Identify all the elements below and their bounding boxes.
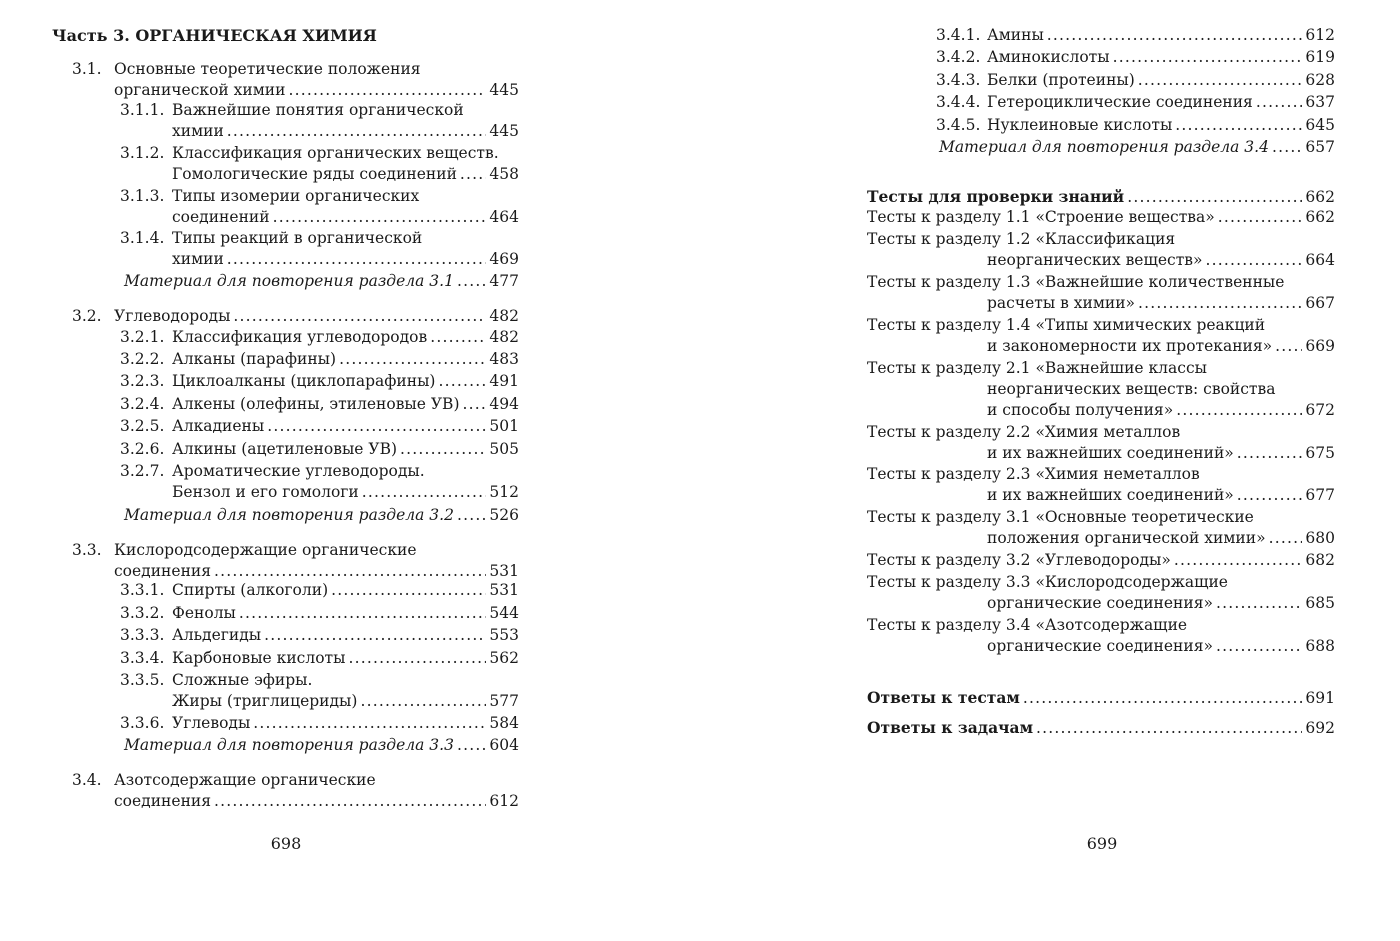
entry-title: Азотсодержащие органические (114, 771, 376, 789)
leader-dots (400, 439, 486, 460)
leader-dots (1216, 636, 1302, 657)
toc-entry-3-3-4[interactable] (120, 648, 519, 669)
folio-right: 699 (1086, 834, 1118, 853)
entry-title: Карбоновые кислоты (172, 649, 346, 667)
entry-title: Классификация углеводородов (172, 328, 428, 346)
entry-number: 3.3.6. (120, 714, 165, 732)
toc-entry-3-1-4[interactable] (120, 228, 519, 270)
toc-entry-3-4-1[interactable] (936, 25, 1335, 46)
entry-number: 3.3.1. (120, 581, 165, 599)
leader-dots (1127, 187, 1302, 208)
page-number: 526 (489, 506, 519, 524)
toc-test-3-2[interactable] (867, 550, 1335, 571)
entry-title: Типы реакций в органической (172, 229, 423, 247)
page-number: 682 (1305, 551, 1335, 569)
entry-title-cont: Гомологические ряды соединений (172, 165, 457, 183)
toc-entry-3-3-2[interactable] (120, 603, 519, 624)
entry-title: Нуклеиновые кислоты (987, 116, 1173, 134)
toc-entry-3-1-1[interactable] (120, 100, 519, 142)
toc-entry-3-3-1[interactable] (120, 580, 519, 601)
entry-title: Белки (протеины) (987, 71, 1135, 89)
entry-title-cont: и их важнейших соединений» (987, 444, 1234, 462)
review-title: Материал для повторения раздела 3.2 (124, 506, 454, 524)
toc-entry-3-2-5[interactable] (120, 416, 519, 437)
entry-title: Сложные эфиры. (172, 671, 313, 689)
entry-title: Гетероциклические соединения (987, 93, 1253, 111)
page-number: 505 (489, 440, 519, 458)
page-number: 677 (1305, 486, 1335, 504)
entry-title: Тесты к разделу 1.4 «Типы химических реакций (867, 316, 1266, 334)
entry-number: 3.2. (72, 307, 102, 325)
leader-dots (430, 327, 486, 348)
toc-test-1-4[interactable] (867, 315, 1335, 357)
leader-dots (214, 791, 486, 812)
entry-number: 3.2.7. (120, 462, 165, 480)
entry-title: Углеводороды (114, 307, 231, 325)
leader-dots (1269, 528, 1303, 549)
page-number: 612 (489, 792, 519, 810)
page-number: 469 (489, 250, 519, 268)
entry-title: Тесты к разделу 3.1 «Основные теоретические (867, 508, 1254, 526)
page-number: 672 (1305, 401, 1335, 419)
leader-dots (1216, 593, 1302, 614)
leader-dots (348, 648, 486, 669)
toc-test-3-4[interactable] (867, 615, 1335, 657)
leader-dots (214, 561, 486, 582)
page-number: 458 (489, 165, 519, 183)
section-heading: Ответы к задачам (867, 718, 1034, 737)
entry-title: Ароматические углеводороды. (172, 462, 425, 480)
leader-dots (339, 349, 486, 370)
page-number: 512 (489, 483, 519, 501)
toc-review-3-2[interactable] (124, 505, 519, 526)
leader-dots (267, 416, 486, 437)
leader-dots (1206, 250, 1303, 271)
entry-number: 3.2.2. (120, 350, 165, 368)
leader-dots (1047, 25, 1303, 46)
leader-dots (1237, 485, 1303, 506)
leader-dots (1176, 400, 1302, 421)
toc-test-1-1[interactable] (867, 207, 1335, 228)
leader-dots (1174, 550, 1303, 571)
part-title: Часть 3. ОРГАНИЧЕСКАЯ ХИМИЯ (52, 26, 377, 45)
leader-dots (1275, 336, 1302, 357)
leader-dots (227, 249, 487, 270)
entry-title: Типы изомерии органических (172, 187, 420, 205)
toc-entry-3-2-2[interactable] (120, 349, 519, 370)
page-number: 685 (1305, 594, 1335, 612)
entry-title: Алканы (парафины) (172, 350, 337, 368)
entry-title: Тесты к разделу 1.2 «Классификация (867, 230, 1176, 248)
entry-title: Важнейшие понятия органической (172, 101, 464, 119)
page-number: 544 (489, 604, 519, 622)
entry-title-cont: соединения (114, 562, 212, 580)
entry-title-cont: неорганических веществ» (987, 251, 1203, 269)
toc-entry-3-3-5[interactable] (120, 670, 519, 712)
entry-title: Спирты (алкоголи) (172, 581, 329, 599)
entry-title-cont: и их важнейших соединений» (987, 486, 1234, 504)
entry-number: 3.4.5. (936, 116, 981, 134)
leader-dots (253, 713, 486, 734)
entry-title-cont: и закономерности их протекания» (987, 337, 1273, 355)
entry-title-cont: химии (172, 250, 224, 268)
toc-entry-3-1[interactable] (72, 59, 519, 101)
page-number: 669 (1305, 337, 1335, 355)
toc-entry-3-3-6[interactable] (120, 713, 519, 734)
toc-entry-3-2-3[interactable] (120, 371, 519, 392)
page-number: 577 (489, 692, 519, 710)
entry-number: 3.3.5. (120, 671, 165, 689)
leader-dots (457, 735, 486, 756)
entry-title: Алкины (ацетиленовые УВ) (172, 440, 398, 458)
leader-dots (264, 625, 486, 646)
entry-number: 3.2.5. (120, 417, 165, 435)
page-number: 584 (489, 714, 519, 732)
folio-left: 698 (270, 834, 302, 853)
leader-dots (457, 505, 486, 526)
toc-tests-heading[interactable] (867, 186, 1335, 207)
review-title: Материал для повторения раздела 3.3 (124, 736, 454, 754)
entry-title: Тесты к разделу 1.3 «Важнейшие количественные (867, 273, 1285, 291)
page-number: 662 (1305, 188, 1335, 206)
page-number: 667 (1305, 294, 1335, 312)
entry-title-cont: и способы получения» (987, 401, 1174, 419)
entry-number: 3.3.3. (120, 626, 165, 644)
page-number: 675 (1305, 444, 1335, 462)
page-number: 688 (1305, 637, 1335, 655)
leader-dots (1138, 70, 1303, 91)
toc-answers-tasks[interactable] (867, 717, 1335, 738)
entry-title: Тесты к разделу 2.1 «Важнейшие классы (867, 359, 1207, 377)
entry-number: 3.4.4. (936, 93, 981, 111)
entry-title: Кислородсодержащие органические (114, 541, 417, 559)
entry-title: Алкадиены (172, 417, 265, 435)
leader-dots (457, 271, 486, 292)
entry-number: 3.4.1. (936, 26, 981, 44)
toc-entry-3-2-1[interactable] (120, 327, 519, 348)
toc-review-3-1[interactable] (124, 271, 519, 292)
leader-dots (233, 306, 486, 327)
entry-number: 3.2.4. (120, 395, 165, 413)
entry-title-cont: неорганических веществ: свойства (987, 380, 1276, 398)
leader-dots (1237, 443, 1303, 464)
leader-dots (1218, 207, 1303, 228)
page-number: 604 (489, 736, 519, 754)
toc-entry-3-2[interactable] (72, 306, 519, 327)
page-number: 664 (1305, 251, 1335, 269)
page-number: 691 (1305, 689, 1335, 707)
leader-dots (1113, 47, 1303, 68)
toc-review-3-3[interactable] (124, 735, 519, 756)
leader-dots (227, 121, 487, 142)
entry-title: Аминокислоты (987, 48, 1110, 66)
toc-entry-3-1-3[interactable] (120, 186, 519, 228)
page-number: 477 (489, 272, 519, 290)
entry-title: Фенолы (172, 604, 236, 622)
page-number: 531 (489, 562, 519, 580)
toc-entry-3-2-4[interactable] (120, 394, 519, 415)
toc-test-2-3[interactable] (867, 464, 1335, 506)
entry-title: Тесты к разделу 3.4 «Азотсодержащие (867, 616, 1188, 634)
toc-test-2-1[interactable] (867, 358, 1335, 421)
entry-title: Алкены (олефины, этиленовые УВ) (172, 395, 460, 413)
page-number: 482 (489, 328, 519, 346)
leader-dots (463, 394, 487, 415)
page-number: 680 (1305, 529, 1335, 547)
page-number: 491 (489, 372, 519, 390)
entry-title-cont: органические соединения» (987, 637, 1213, 655)
entry-number: 3.2.3. (120, 372, 165, 390)
toc-entry-3-1-2[interactable] (120, 143, 519, 185)
entry-number: 3.4. (72, 771, 102, 789)
toc-test-2-2[interactable] (867, 422, 1335, 464)
entry-title: Тесты к разделу 2.2 «Химия металлов (867, 423, 1181, 441)
page-number: 657 (1305, 138, 1335, 156)
toc-test-3-3[interactable] (867, 572, 1335, 614)
page-number: 531 (489, 581, 519, 599)
leader-dots (331, 580, 486, 601)
leader-dots (1023, 688, 1303, 709)
page-number: 662 (1305, 208, 1335, 226)
entry-title-cont: положения органической химии» (987, 529, 1266, 547)
page-number: 612 (1305, 26, 1335, 44)
entry-title: Углеводы (172, 714, 251, 732)
page-number: 494 (489, 395, 519, 413)
entry-title-cont: Жиры (триглицериды) (172, 692, 358, 710)
toc-entry-3-3[interactable] (72, 540, 519, 582)
toc-entry-3-4[interactable] (72, 770, 519, 812)
page-number: 628 (1305, 71, 1335, 89)
entry-title-cont: органические соединения» (987, 594, 1213, 612)
page-number: 445 (489, 81, 519, 99)
entry-number: 3.2.1. (120, 328, 165, 346)
leader-dots (1138, 293, 1302, 314)
entry-number: 3.3. (72, 541, 102, 559)
leader-dots (360, 691, 486, 712)
leader-dots (1272, 137, 1302, 158)
entry-number: 3.1. (72, 60, 102, 78)
toc-entry-3-4-4[interactable] (936, 92, 1335, 113)
entry-number: 3.4.3. (936, 71, 981, 89)
toc-entry-3-2-6[interactable] (120, 439, 519, 460)
toc-entry-3-4-3[interactable] (936, 70, 1335, 91)
entry-title-cont: органической химии (114, 81, 286, 99)
entry-title-cont: соединения (114, 792, 212, 810)
entry-title: Тесты к разделу 1.1 «Строение вещества» (867, 208, 1215, 226)
entry-number: 3.1.3. (120, 187, 165, 205)
page-number: 482 (489, 307, 519, 325)
leader-dots (1175, 115, 1302, 136)
entry-number: 3.3.4. (120, 649, 165, 667)
leader-dots (288, 80, 486, 101)
leader-dots (362, 482, 487, 503)
review-title: Материал для повторения раздела 3.4 (939, 138, 1269, 156)
right-page (700, 0, 1400, 941)
entry-title-cont: расчеты в химии» (987, 294, 1136, 312)
toc-test-3-1[interactable] (867, 507, 1335, 549)
leader-dots (438, 371, 486, 392)
toc-entry-3-3-3[interactable] (120, 625, 519, 646)
entry-title: Тесты к разделу 2.3 «Химия неметаллов (867, 465, 1200, 483)
page-number: 562 (489, 649, 519, 667)
entry-number: 3.2.6. (120, 440, 165, 458)
toc-entry-3-4-5[interactable] (936, 115, 1335, 136)
page-number: 553 (489, 626, 519, 644)
page-number: 645 (1305, 116, 1335, 134)
entry-title-cont: Бензол и его гомологи (172, 483, 359, 501)
entry-number: 3.4.2. (936, 48, 981, 66)
toc-entry-3-4-2[interactable] (936, 47, 1335, 68)
entry-title: Альдегиды (172, 626, 262, 644)
toc-answers-tests[interactable] (867, 687, 1335, 708)
section-heading: Ответы к тестам (867, 688, 1020, 707)
page-number: 619 (1305, 48, 1335, 66)
page-number: 464 (489, 208, 519, 226)
entry-title: Классификация органических веществ. (172, 144, 499, 162)
toc-review-3-4[interactable] (939, 137, 1335, 158)
entry-number: 3.3.2. (120, 604, 165, 622)
toc-test-1-2[interactable] (867, 229, 1335, 271)
leader-dots (239, 603, 487, 624)
leader-dots (273, 207, 487, 228)
page-number: 445 (489, 122, 519, 140)
page-number: 483 (489, 350, 519, 368)
page-number: 637 (1305, 93, 1335, 111)
entry-title-cont: химии (172, 122, 224, 140)
leader-dots (1036, 718, 1302, 739)
leader-dots (460, 164, 487, 185)
section-heading: Тесты для проверки знаний (867, 187, 1125, 206)
entry-title: Амины (987, 26, 1044, 44)
entry-title: Циклоалканы (циклопарафины) (172, 372, 436, 390)
entry-number: 3.1.1. (120, 101, 165, 119)
entry-title: Тесты к разделу 3.3 «Кислородсодержащие (867, 573, 1228, 591)
page-number: 692 (1305, 719, 1335, 737)
entry-number: 3.1.2. (120, 144, 165, 162)
entry-title: Основные теоретические положения (114, 60, 421, 78)
entry-title-cont: соединений (172, 208, 270, 226)
page-number: 501 (489, 417, 519, 435)
toc-test-1-3[interactable] (867, 272, 1335, 314)
entry-title: Тесты к разделу 3.2 «Углеводороды» (867, 551, 1171, 569)
review-title: Материал для повторения раздела 3.1 (124, 272, 454, 290)
leader-dots (1256, 92, 1303, 113)
toc-entry-3-2-7[interactable] (120, 461, 519, 503)
entry-number: 3.1.4. (120, 229, 165, 247)
